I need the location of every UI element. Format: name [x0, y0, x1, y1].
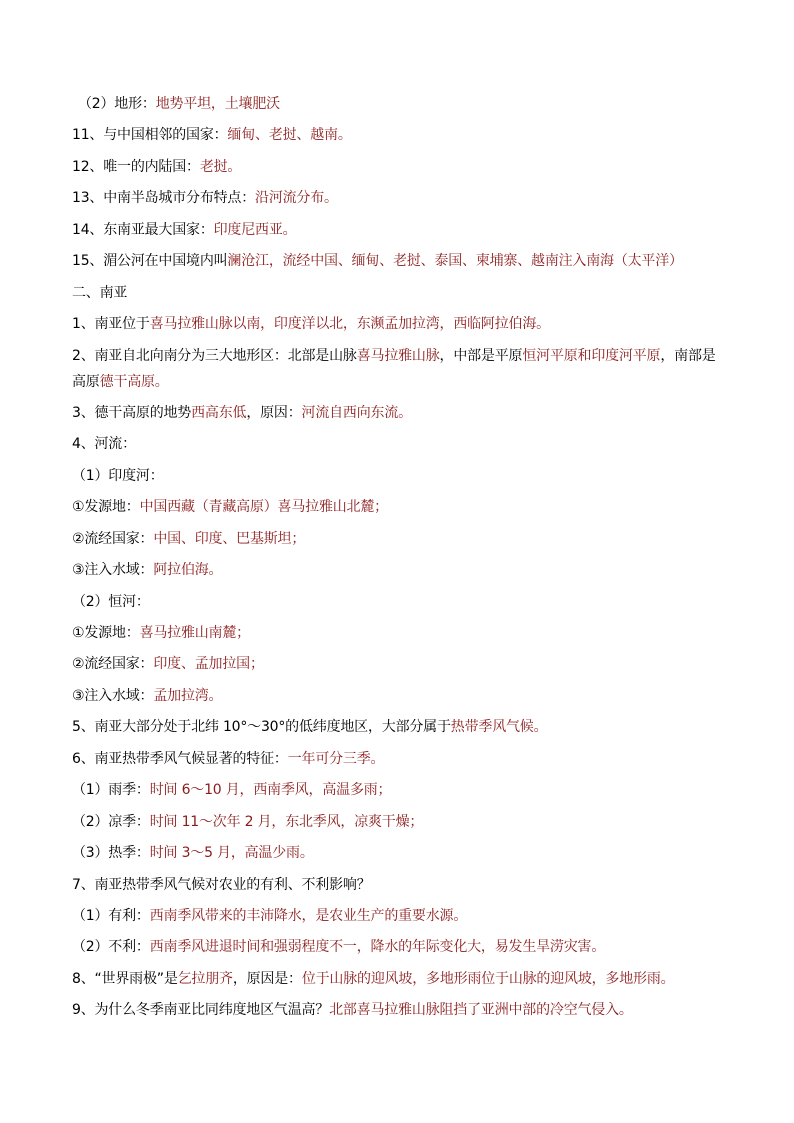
question-text: （3）热季：	[72, 845, 150, 862]
answer-text: 中国、印度、巴基斯坦；	[153, 530, 306, 547]
text-line	[72, 253, 732, 269]
text-line	[72, 782, 732, 798]
text-line	[72, 719, 732, 735]
answer-text: 时间 6～10 月，西南季风，高温多雨；	[149, 782, 392, 799]
question-text: （2）恒河：	[72, 593, 150, 610]
question-text: ，原因：	[246, 404, 302, 421]
question-text: 高原	[72, 373, 100, 390]
heading-text: 二、南亚	[72, 284, 128, 301]
answer-text: 老挝。	[199, 158, 242, 175]
answer-text: 缅甸、老挝、越南。	[227, 127, 352, 144]
text-line	[72, 405, 732, 421]
section-heading	[72, 285, 732, 301]
text-line	[72, 656, 732, 672]
text-line	[72, 877, 732, 893]
text-line	[72, 190, 732, 206]
question-text: ，中部是平原	[439, 347, 523, 364]
question-text: 3、德干高原的地势	[72, 404, 192, 421]
answer-text: 孟加拉湾。	[153, 687, 223, 704]
question-text: 15、湄公河在中国境内叫	[72, 253, 228, 270]
question-text: 12、唯一的内陆国：	[72, 158, 200, 175]
question-text: （2）地形：	[78, 96, 156, 112]
answer-text: 德干高原。	[99, 373, 169, 390]
question-text: （1）雨季：	[72, 782, 150, 799]
answer-text: 河流自西向东流。	[301, 404, 412, 421]
text-line	[72, 159, 732, 175]
text-line	[72, 127, 732, 143]
answer-text: 中国西藏（青藏高原）喜马拉雅山北麓；	[139, 499, 388, 516]
answer-text: 恒河平原和印度河平原	[522, 347, 661, 364]
question-text: 7、南亚热带季风气候对农业的有利、不利影响？	[72, 876, 371, 893]
question-text: 14、东南亚最大国家：	[72, 221, 214, 238]
answer-text: 位于山脉的迎风坡，多地形雨位于山脉的迎风坡，多地形雨。	[301, 970, 675, 987]
text-line	[72, 908, 732, 924]
question-text: （2）不利：	[72, 939, 150, 956]
text-line	[72, 688, 732, 704]
question-text: （1）印度河：	[72, 467, 164, 484]
answer-text: 沿河流分布。	[255, 190, 338, 207]
answer-text: 喜马拉雅山南麓；	[139, 625, 250, 641]
question-text: （1）有利：	[72, 907, 150, 924]
question-text: 1、南亚位于	[72, 316, 150, 333]
text-line	[72, 814, 732, 830]
text-line	[72, 499, 732, 515]
question-text: 4、河流：	[72, 436, 136, 453]
question-text: ②流经国家：	[72, 530, 154, 547]
answer-text: 北部喜马拉雅山脉阻挡了亚洲中部的冷空气侵入。	[329, 1002, 633, 1019]
text-line	[72, 374, 732, 390]
question-text: ③注入水域：	[72, 687, 154, 704]
answer-text: 热带季风气候。	[450, 719, 548, 736]
question-text: ，原因是：	[232, 970, 302, 987]
question-text: 6、南亚热带季风气候显著的特征：	[72, 750, 288, 767]
question-text: ，南部是	[660, 347, 716, 364]
question-text: （2）凉季：	[72, 813, 150, 830]
answer-text: 印度尼西亚。	[213, 221, 297, 238]
document-body	[72, 96, 732, 1034]
answer-text: 西南季风带来的丰沛降水，是农业生产的重要水源。	[149, 907, 468, 924]
text-line	[72, 751, 732, 767]
answer-text: 西高东低	[191, 404, 247, 421]
question-text: 9、为什么冬季南亚比同纬度地区气温高？	[72, 1002, 330, 1019]
answer-text: 印度、孟加拉国；	[153, 656, 264, 673]
text-line	[72, 316, 732, 332]
text-line	[72, 436, 732, 452]
question-text: 13、中南半岛城市分布特点：	[72, 190, 256, 207]
text-line	[72, 468, 732, 484]
question-text: 8、“世界雨极”是	[72, 970, 178, 987]
answer-text: 地势平坦，土壤肥沃	[155, 96, 280, 112]
text-line	[72, 625, 732, 641]
text-line	[72, 348, 732, 364]
question-text: ①发源地：	[72, 625, 140, 641]
answer-text: 喜马拉雅山脉	[356, 347, 440, 364]
question-text: ②流经国家：	[72, 656, 154, 673]
text-line	[72, 845, 732, 861]
answer-text: 时间 11～次年 2 月，东北季风，凉爽干燥；	[149, 813, 424, 830]
question-text: 11、与中国相邻的国家：	[72, 127, 228, 144]
answer-text: 澜沧江，流经中国、缅甸、老挝、泰国、柬埔寨、越南注入南海（太平洋）	[227, 253, 683, 270]
text-line	[72, 594, 732, 610]
text-line	[72, 562, 732, 578]
question-text: ①发源地：	[72, 499, 140, 516]
answer-text: 阿拉伯海。	[153, 562, 223, 579]
text-line	[72, 1002, 732, 1018]
question-text: ③注入水域：	[72, 562, 154, 579]
answer-text: 西南季风进退时间和强弱程度不一，降水的年际变化大，易发生旱涝灾害。	[149, 939, 606, 956]
text-line	[72, 222, 732, 238]
text-line	[72, 531, 732, 547]
text-line	[72, 971, 732, 987]
text-line	[72, 939, 732, 955]
answer-text: 喜马拉雅山脉以南，印度洋以北，东濒孟加拉湾，西临阿拉伯海。	[149, 316, 550, 333]
answer-text: 时间 3～5 月，高温少雨。	[149, 845, 314, 862]
question-text: 5、南亚大部分处于北纬 10°～30°的低纬度地区，大部分属于	[72, 719, 451, 736]
answer-text: 乞拉朋齐	[177, 970, 233, 987]
question-text: 2、南亚自北向南分为三大地形区：北部是山脉	[72, 347, 357, 364]
text-line	[72, 96, 732, 112]
answer-text: 一年可分三季。	[287, 750, 385, 767]
